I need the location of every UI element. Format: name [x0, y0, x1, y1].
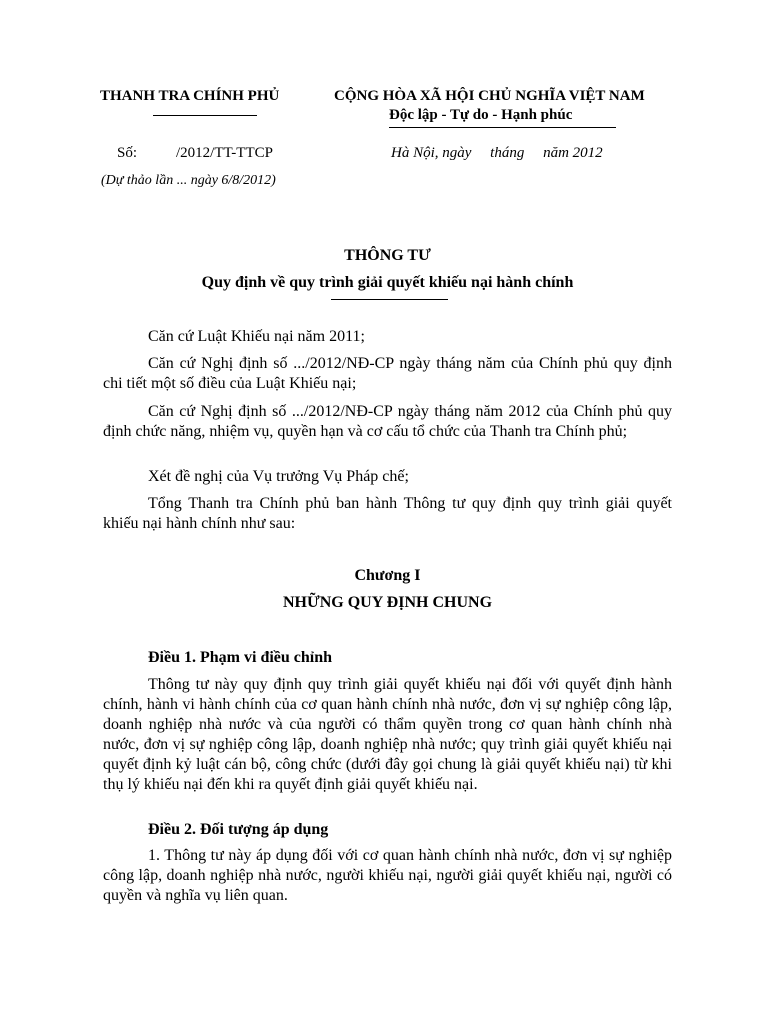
article-heading: Điều 2. Đối tượng áp dụng: [148, 821, 329, 838]
draft-note: (Dự thảo lần ... ngày 6/8/2012): [101, 173, 276, 188]
agency-underline: [153, 115, 257, 116]
chapter-name: NHỮNG QUY ĐỊNH CHUNG: [282, 594, 493, 611]
motto-underline: [389, 127, 616, 128]
national-motto: Độc lập - Tự do - Hạnh phúc: [389, 107, 573, 123]
document-subject: Quy định về quy trình giải quyết khiếu nại hành chính: [201, 274, 574, 291]
issuing-agency: THANH TRA CHÍNH PHỦ: [100, 88, 280, 104]
document-number-label: Số:: [117, 145, 138, 161]
place-and-date: Hà Nội, ngày tháng năm 2012: [391, 145, 603, 161]
preamble-paragraph: Căn cứ Nghị định số .../2012/NĐ-CP ngày tháng năm 2012 của Chính phủ quy định chức năng, nhiệm vụ, quyền hạn và cơ cấu tổ chức của Thanh tra Chính phủ;: [103, 403, 672, 440]
preamble-paragraph: Căn cứ Luật Khiếu nại năm 2011;: [148, 328, 365, 345]
chapter-number: Chương I: [354, 567, 421, 584]
document-type-title: THÔNG TƯ: [344, 247, 431, 264]
preamble-paragraph: Xét đề nghị của Vụ trưởng Vụ Pháp chế;: [148, 468, 409, 485]
preamble-paragraph: Căn cứ Nghị định số .../2012/NĐ-CP ngày tháng năm của Chính phủ quy định chi tiết một số điều của Luật Khiếu nại;: [103, 355, 672, 392]
preamble-paragraph: Tổng Thanh tra Chính phủ ban hành Thông tư quy định quy trình giải quyết khiếu nại hành chính như sau:: [103, 495, 672, 532]
article-body: 1. Thông tư này áp dụng đối với cơ quan hành chính nhà nước, đơn vị sự nghiệp công lập, doanh nghiệp nhà nước, người khiếu nại, người giải quyết khiếu nại, người có quyền và nghĩa vụ liên quan.: [103, 847, 672, 904]
country-name: CỘNG HÒA XÃ HỘI CHỦ NGHĨA VIỆT NAM: [334, 88, 645, 104]
title-underline: [331, 299, 448, 300]
article-heading: Điều 1. Phạm vi điều chỉnh: [148, 649, 333, 666]
article-body: Thông tư này quy định quy trình giải quyết khiếu nại đối với quyết định hành chính, hành vi hành chính của cơ quan hành chính nhà nước, đơn vị sự nghiệp công lập, doanh nghiệp nhà nước và của người có thẩm quyền trong cơ quan hành chính nhà nước, đơn vị sự nghiệp công lập, doanh nghiệp nhà nước; quy trình giải quyết khiếu nại quyết định kỷ luật cán bộ, công chức (dưới đây gọi chung là giải quyết khiếu nại) từ khi thụ lý khiếu nại đến khi ra quyết định giải quyết khiếu nại.: [103, 676, 672, 793]
document-number: /2012/TT-TTCP: [176, 145, 273, 161]
